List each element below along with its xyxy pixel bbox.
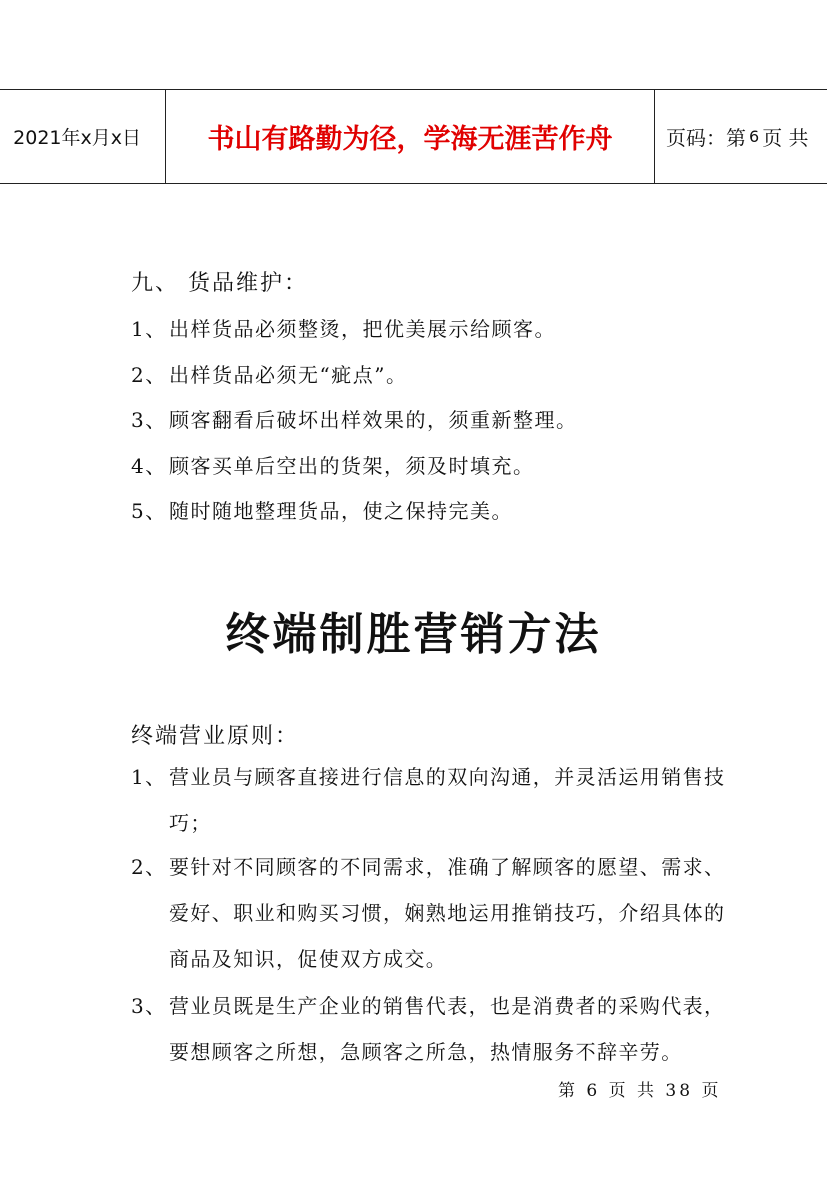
section-9-title: 九、 货品维护： bbox=[131, 271, 308, 296]
principle-number: 3、 bbox=[131, 994, 167, 1018]
header-date: 2021年x月x日 bbox=[0, 90, 166, 183]
list-item bbox=[131, 313, 556, 342]
principle-item bbox=[131, 983, 731, 1075]
list-item-text: 顾客翻看后破坏出样效果的，须重新整理。 bbox=[169, 408, 578, 432]
header-page-info bbox=[666, 90, 827, 183]
principle-text: 要针对不同顾客的不同需求，准确了解顾客的愿望、需求、爱好、职业和购买习惯，娴熟地运用推销技巧，介绍具体的商品及知识，促使双方成交。 bbox=[169, 855, 726, 971]
page-header bbox=[0, 89, 827, 184]
list-item-text: 出样货品必须无“疵点”。 bbox=[169, 363, 408, 387]
principle-number: 2、 bbox=[131, 855, 167, 879]
list-item bbox=[131, 450, 535, 479]
header-motto: 书山有路勤为径，学海无涯苦作舟 bbox=[166, 90, 655, 183]
list-item-number: 4、 bbox=[131, 454, 167, 478]
principle-text: 营业员与顾客直接进行信息的双向沟通，并灵活运用销售技巧； bbox=[169, 765, 726, 835]
principle-item bbox=[131, 844, 731, 982]
list-item-number: 1、 bbox=[131, 317, 167, 341]
principles-title: 终端营业原则： bbox=[131, 724, 300, 749]
header-page-number: 6 bbox=[749, 127, 760, 146]
list-item bbox=[131, 495, 513, 524]
list-item bbox=[131, 404, 578, 433]
list-item-number: 3、 bbox=[131, 408, 167, 432]
principle-text: 营业员既是生产企业的销售代表，也是消费者的采购代表，要想顾客之所想，急顾客之所急，热情服务不辞辛劳。 bbox=[169, 994, 726, 1064]
header-page-suffix: 页 共 bbox=[762, 126, 809, 150]
list-item-number: 2、 bbox=[131, 363, 167, 387]
list-item bbox=[131, 359, 407, 388]
main-title: 终端制胜营销方法 bbox=[225, 609, 602, 660]
principle-item bbox=[131, 754, 731, 846]
list-item-number: 5、 bbox=[131, 499, 167, 523]
list-item-text: 出样货品必须整烫，把优美展示给顾客。 bbox=[169, 317, 556, 341]
list-item-text: 随时随地整理货品，使之保持完美。 bbox=[169, 499, 513, 523]
list-item-text: 顾客买单后空出的货架，须及时填充。 bbox=[169, 454, 535, 478]
principle-number: 1、 bbox=[131, 765, 167, 789]
page-footer: 第 6 页 共 38 页 bbox=[558, 1081, 722, 1101]
header-page-prefix: 页码：第 bbox=[666, 126, 746, 150]
